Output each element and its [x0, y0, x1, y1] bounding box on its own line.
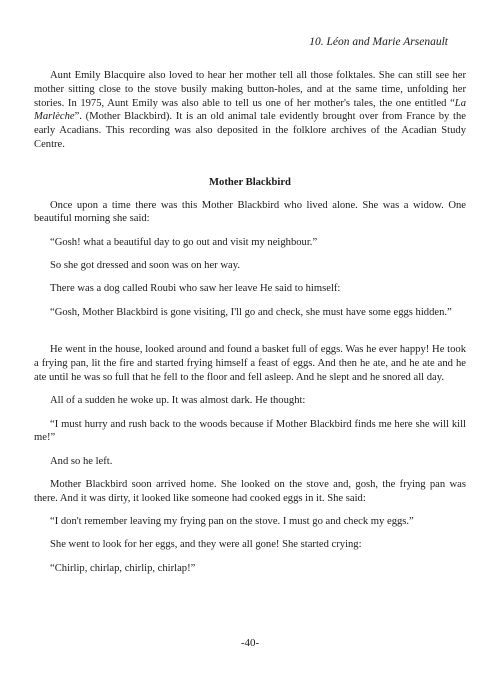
story-paragraph: “I must hurry and rush back to the woods because if Mother Blackbird finds me here she will kill me!”	[34, 418, 466, 444]
story-paragraph: So she got dressed and soon was on her way.	[50, 259, 240, 271]
story-paragraph: “Gosh, Mother Blackbird is gone visiting, I'll go and check, she must have some eggs hidden.”	[50, 306, 452, 318]
story-paragraph: All of a sudden he woke up. It was almost dark. He thought:	[50, 395, 306, 407]
page-number: -40-	[240, 637, 260, 649]
story-paragraph: “Chirlip, chirlap, chirlip, chirlap!”	[50, 562, 196, 574]
intro-paragraph	[34, 69, 466, 152]
running-header: 10. Léon and Marie Arsenault	[309, 36, 448, 48]
story-paragraph: “Gosh! what a beautiful day to go out and visit my neighbour.”	[50, 236, 318, 248]
body-text	[34, 69, 466, 585]
story-title: Mother Blackbird	[209, 176, 291, 188]
tale-title-italic: La Marlèche	[34, 97, 466, 123]
story-paragraph: She went to look for her eggs, and they were all gone! She started crying:	[50, 539, 362, 551]
story-paragraph: Mother Blackbird soon arrived home. She looked on the stove and, gosh, the frying pan was there. And it was dirty, it looked like someone had cooked eggs in it. She said:	[34, 478, 466, 504]
intro-text-end: ”. (Mother Blackbird). It is an old animal tale evidently brought over from France by the early Acadians. This recording was also deposited in the folklore archives of the Acadian Study Centre.	[34, 111, 466, 150]
story-paragraph: He went in the house, looked around and found a basket full of eggs. Was he ever happy! He took a frying pan, lit the fire and started frying himself a feast of eggs. And then he ate, and he ate and he ate until he was so full that he fell to the floor and fell asleep. And he slept and he snored all day.	[34, 344, 466, 383]
story-paragraph: There was a dog called Roubi who saw her leave He said to himself:	[50, 283, 341, 295]
intro-text-start: Aunt Emily Blacquire also loved to hear her mother tell all those folktales. She can still see her mother sitting close to the stove busily making button-holes, and at the same time, unfolding her stories. In 1975, Aunt Emily was also able to tell us one of her mother's tales, the one entitled “	[34, 70, 466, 109]
story-paragraph: Once upon a time there was this Mother Blackbird who lived alone. She was a widow. One beautiful morning she said:	[34, 199, 466, 225]
story-paragraph: “I don't remember leaving my frying pan on the stove. I must go and check my eggs.”	[50, 516, 414, 528]
story-paragraph: And so he left.	[50, 455, 113, 467]
